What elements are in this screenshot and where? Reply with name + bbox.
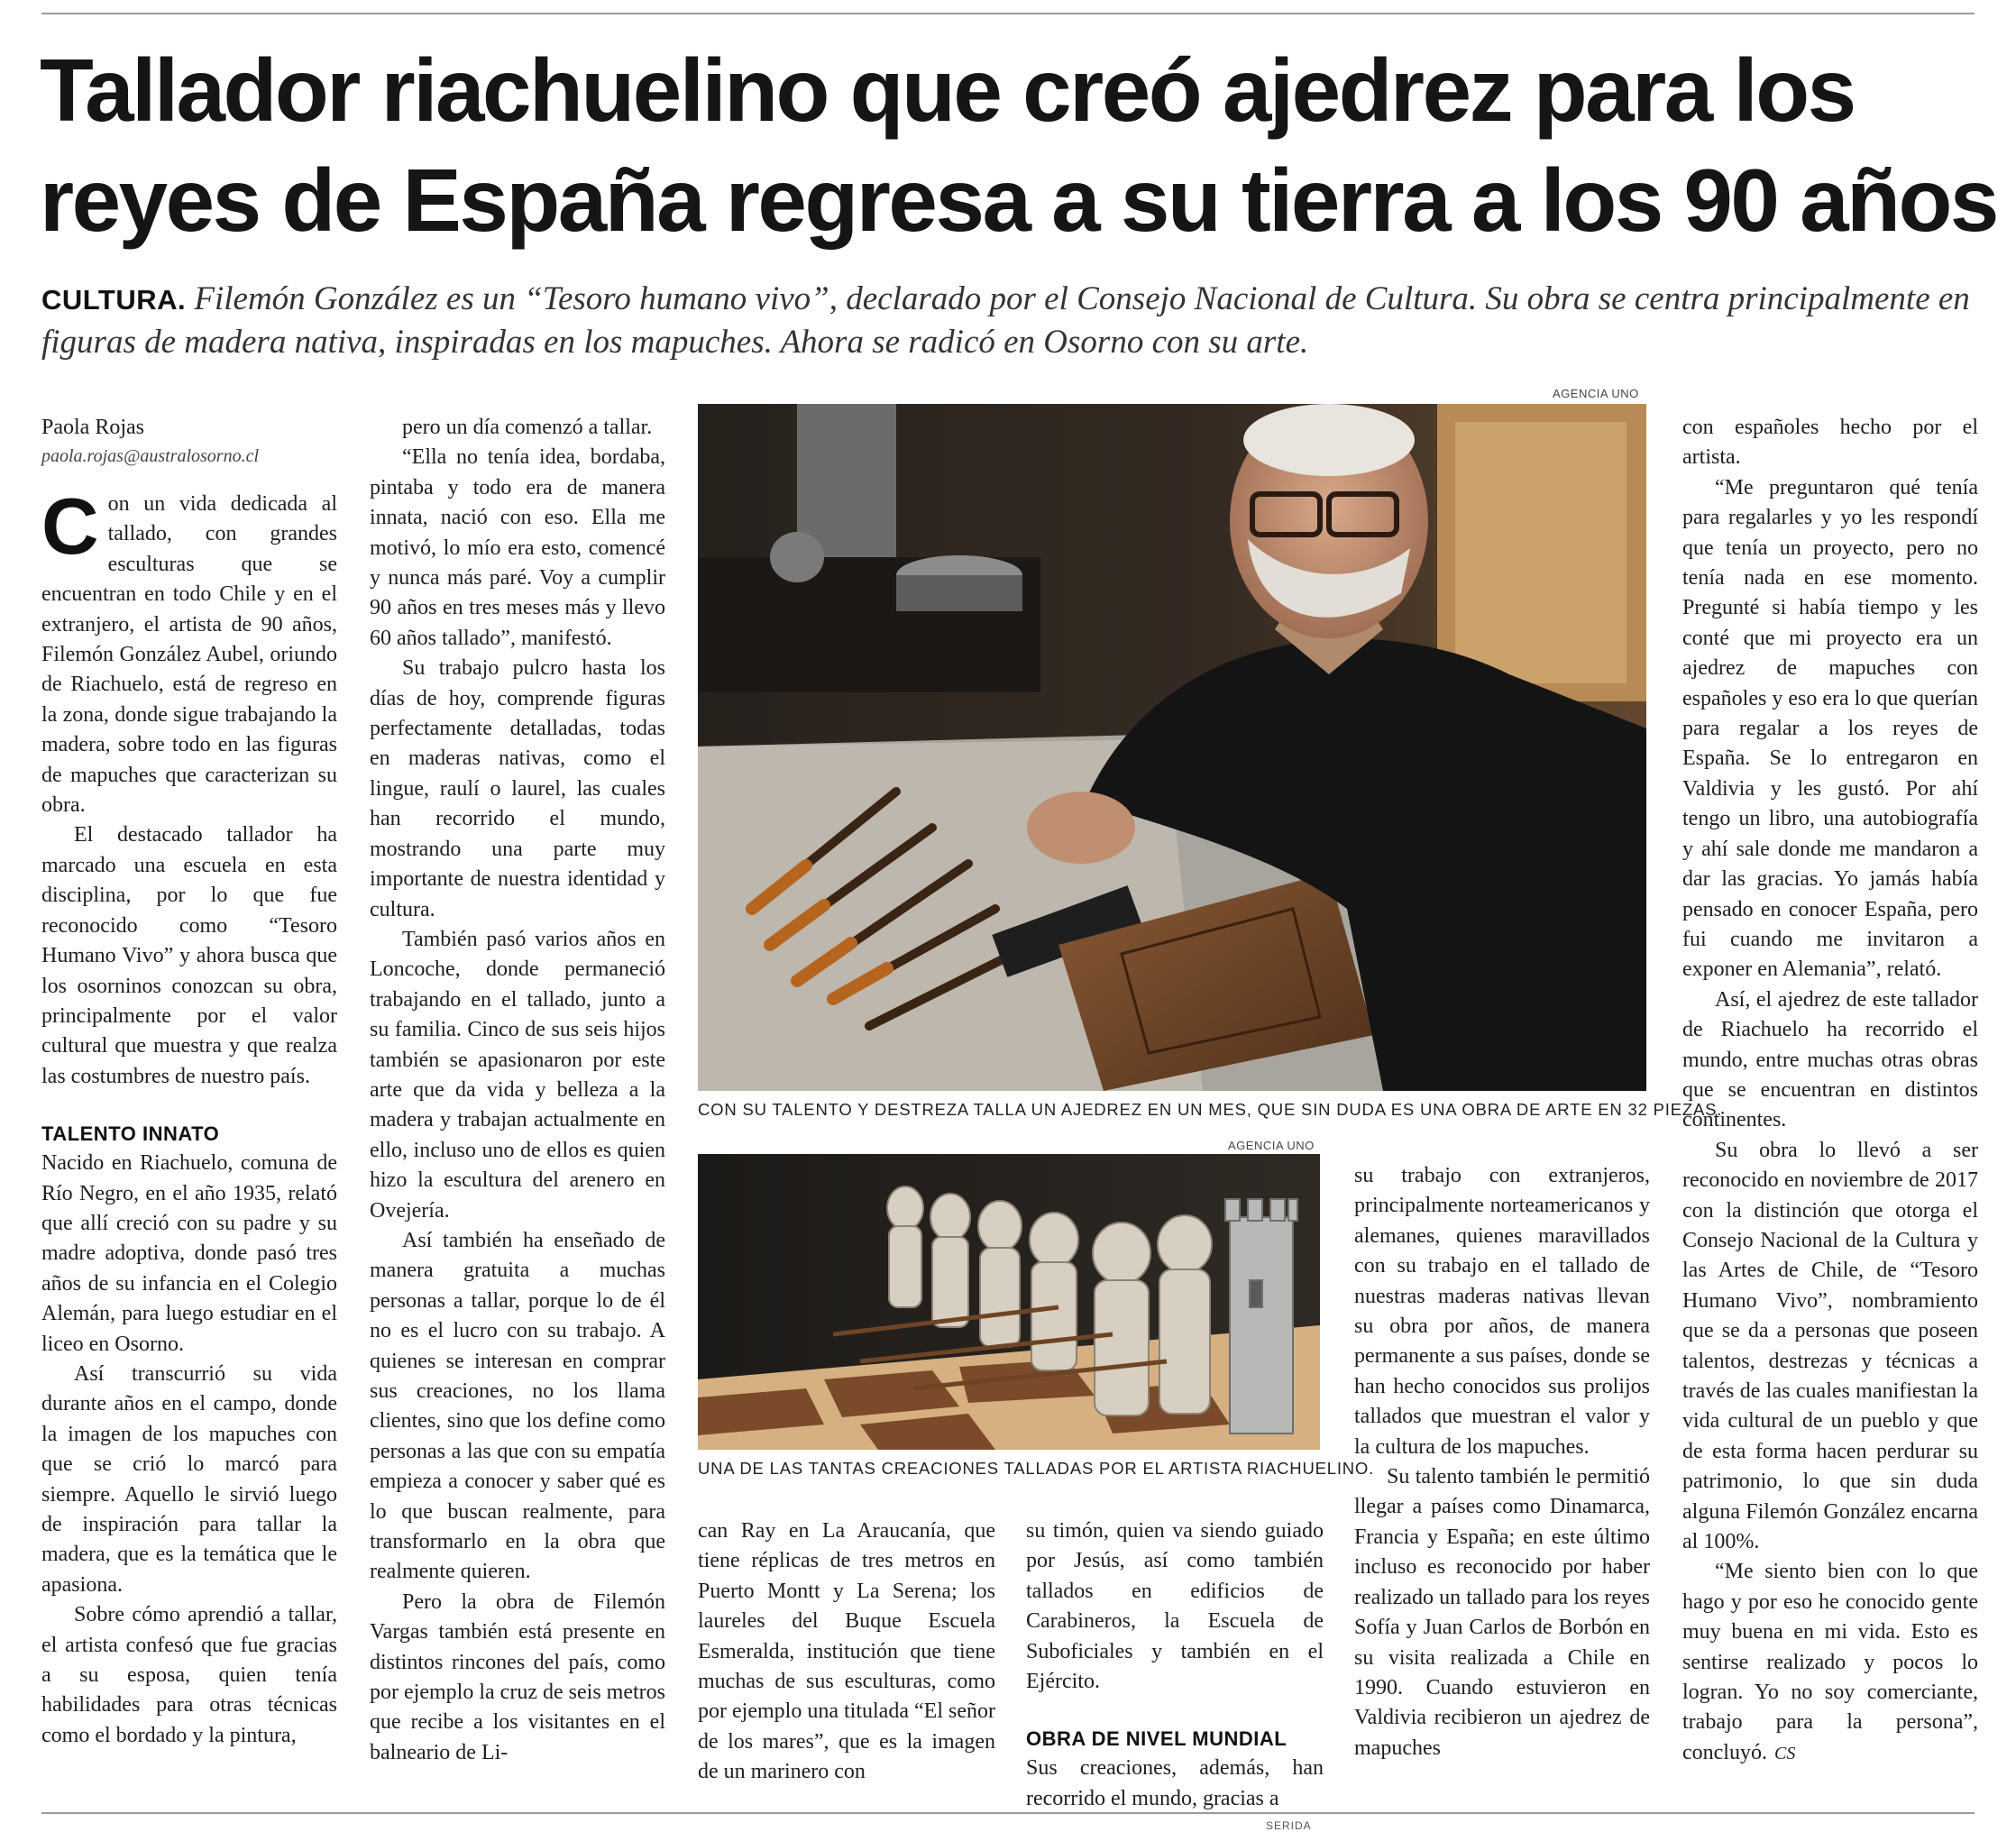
end-mark: CS [1773, 1743, 1796, 1763]
deck [41, 278, 1980, 364]
photo-credit-1: AGENCIA UNO [1553, 387, 1639, 400]
article-column-3 [698, 1516, 995, 1797]
paragraph: “Me siento bien con lo que hago y por eso he conocido gente muy buena en mi vida. Esto es sentirse realizado y pocos lo logran. Yo no soy comerciante, trabajo para la persona”, concluyó. CS [1682, 1560, 1978, 1764]
article-column-4 [1026, 1516, 1324, 1810]
paragraph: El destacado tallador ha marcado una escuela en esta disciplina, por lo que fue reconocido como “Tesoro Humano Vivo” y ahora busca que los osorninos conozcan su obra, principalmente por el valor cultural que muestra y que realza las costumbres de nuestro país. [41, 823, 337, 1088]
paragraph: “Ella no tenía idea, bordaba, pintaba y todo era de manera innata, nació con eso. Ella me motivó, lo mío era esto, comencé y nunca más paré. Voy a cumplir 90 años en tres meses más y llevo 60 años tallado”, manifestó. [370, 445, 665, 650]
paragraph: su trabajo con extranjeros, principalmente norteamericanos y alemanes, quienes maravillados con su trabajo en el tallado de nuestras maderas nativas llevan su obra por años, de manera permanente a sus países, donde se han hecho conocidos sus prolijos tallados que muestran el valor y la cultura de los mapuches. [1354, 1164, 1650, 1459]
paragraph: Sus creaciones, además, han recorrido el mundo, gracias a [1026, 1756, 1324, 1810]
photo-caption-2: UNA DE LAS TANTAS CREACIONES TALLADAS POR EL ARTISTA RIACHUELINO. [698, 1459, 1375, 1478]
paragraph: Pero la obra de Filemón Vargas también está presente en distintos rincones del país, como por ejemplo la cruz de seis metros que recibe a los visitantes en el balneario de Li- [370, 1589, 665, 1764]
drop-cap: C [41, 481, 99, 571]
section-kicker: CULTURA. [41, 284, 187, 316]
article-column-2 [370, 413, 665, 1797]
footer-label: SERIDA [1266, 1819, 1312, 1832]
paragraph: Su talento también le permitió llegar a países como Dinamarca, Francia y España; en este último incluso es reconocido por haber realizado un tallado para los reyes Sofía y Juan Carlos de Borbón en su visita realizada a Chile en 1990. Cuando estuvieron en Valdivia recibieron un ajedrez de mapuches [1354, 1465, 1650, 1760]
top-rule [41, 13, 1975, 14]
photo-chess-set [698, 1154, 1320, 1450]
paragraph: can Ray en La Araucanía, que tiene réplicas de tres metros en Puerto Montt y La Serena; los laureles del Buque Escuela Esmeralda, institución que tiene muchas de sus esculturas, como por ejemplo una titulada “El señor de los mares”, que es la imagen de un marinero con [698, 1519, 995, 1784]
paragraph: con españoles hecho por el artista. [1682, 416, 1978, 470]
paragraph: su timón, quien va siendo guiado por Jesús, así como también tallados en edificios de Carabineros, la Escuela de Suboficiales y también en el Ejército. [1026, 1519, 1324, 1694]
paragraph: Así, el ajedrez de este tallador de Riachuelo ha recorrido el mundo, entre muchas otras obras que se encuentran en distintos continentes. [1682, 987, 1978, 1132]
article-column-6 [1682, 413, 1978, 1797]
deck-text: Filemón González es un “Tesoro humano vivo”, declarado por el Consejo Nacional de Cultura. Su obra se centra principalmente en figuras de madera nativa, inspiradas en los mapuches. Ahora se radicó en Osorno con su arte. [41, 280, 1970, 362]
byline-author: Paola Rojas [41, 416, 144, 439]
subhead-obra-mundial: OBRA DE NIVEL MUNDIAL [1026, 1727, 1287, 1751]
paragraph: Así también ha enseñado de manera gratuita a muchas personas a tallar, porque lo de él no es el lucro con su trabajo. A quienes se interesan en comprar sus creaciones, no los llama clientes, sino que los define como personas a las que con su empatía empieza a conocer y saber qué es lo que buscan realmente, para transformarlo en la obra que realmente quieren. [370, 1228, 665, 1584]
paragraph: Su trabajo pulcro hasta los días de hoy, comprende figuras perfectamente detalladas, todas en maderas nativas, como el lingue, raulí o laurel, las cuales han recorrido el mundo, mostrando una parte muy importante de nuestra identidad y cultura. [370, 656, 665, 921]
lead-paragraph: Con un vida dedicada al tallado, con grandes esculturas que se encuentran en todo Chile y en el extranjero, el artista de 90 años, Filemón González Aubel, oriundo de Riachuelo, está de regreso en la zona, donde sigue trabajando la madera, sobre todo en las figuras de mapuches que caracterizan su obra. [41, 481, 337, 818]
photo-carver-portrait [698, 404, 1646, 1091]
headline-line-1: Tallador riachuelino que creó ajedrez para los [40, 41, 1855, 140]
photo-chess-image [698, 1154, 1320, 1450]
photo-credit-2: AGENCIA UNO [1228, 1139, 1315, 1152]
headline [40, 36, 1997, 255]
paragraph: Su obra lo llevó a ser reconocido en noviembre de 2017 con la distinción que otorga el Consejo Nacional de la Cultura y las Artes de Chile, de “Tesoro Humano Vivo”, nombramiento que se da a personas que poseen talentos, destrezas y técnicas a través de las cuales manifiestan la vida cultural de un pueblo y que de esta forma hacen perdurar su patrimonio, lo que sin duda alguna Filemón González encarna al 100%. [1682, 1138, 1978, 1554]
photo-carver-image [698, 404, 1646, 1091]
bottom-rule [41, 1812, 1975, 1814]
byline-email[interactable]: paola.rojas@australosorno.cl [41, 446, 260, 466]
paragraph: Sobre cómo aprendió a tallar, el artista confesó que fue gracias a su esposa, quien tenía habilidades para otras técnicas como el bordado y la pintura, [41, 1603, 337, 1747]
paragraph: Nacido en Riachuelo, comuna de Río Negro, en el año 1935, relató que allí creció con su padre y su madre adoptiva, donde pasó tres años de su infancia en el Colegio Alemán, para luego estudiar en el liceo en Osorno. [41, 1151, 337, 1356]
subhead-talento-innato: TALENTO INNATO [41, 1122, 220, 1146]
photo-caption-1: CON SU TALENTO Y DESTREZA TALLA UN AJEDREZ EN UN MES, QUE SIN DUDA ES UNA OBRA DE ARTE EN 32 PIEZAS. [698, 1100, 1723, 1119]
article-column-1 [41, 413, 337, 1797]
article-column-5 [1354, 1161, 1650, 1797]
paragraph: También pasó varios años en Loncoche, donde permaneció trabajando en el tallado, junto a su familia. Cinco de sus seis hijos también se apasionaron por este arte que da vida y belleza a la madera y trabajan actualmente en ello, incluso uno de ellos es quien hizo la escultura del arenero en Ovejería. [370, 927, 665, 1223]
paragraph: Así transcurrió su vida durante años en el campo, donde la imagen de los mapuches con que se crió lo marcó para siempre. Aquello le sirvió luego de inspiración para tallar la madera, que es la temática que le apasiona. [41, 1361, 337, 1597]
paragraph: “Me preguntaron qué tenía para regalarles y yo les respondí que tenía un proyecto, pero no tenía nada en ese momento. Pregunté si había tiempo y les conté que mi proyecto era un ajedrez de mapuches con españoles y eso era lo que querían para regalar a los reyes de España. Se lo entregaron en Valdivia y les gustó. Por ahí tengo un libro, una autobiografía y ahí sale donde me mandaron a dar las gracias. Yo jamás había pensado en conocer España, pero fui cuando me invitaron a exponer en Alemania”, relató. [1682, 475, 1978, 982]
headline-line-2: reyes de España regresa a su tierra a los 90 años [40, 150, 1997, 250]
paragraph: pero un día comenzó a tallar. [402, 416, 653, 439]
